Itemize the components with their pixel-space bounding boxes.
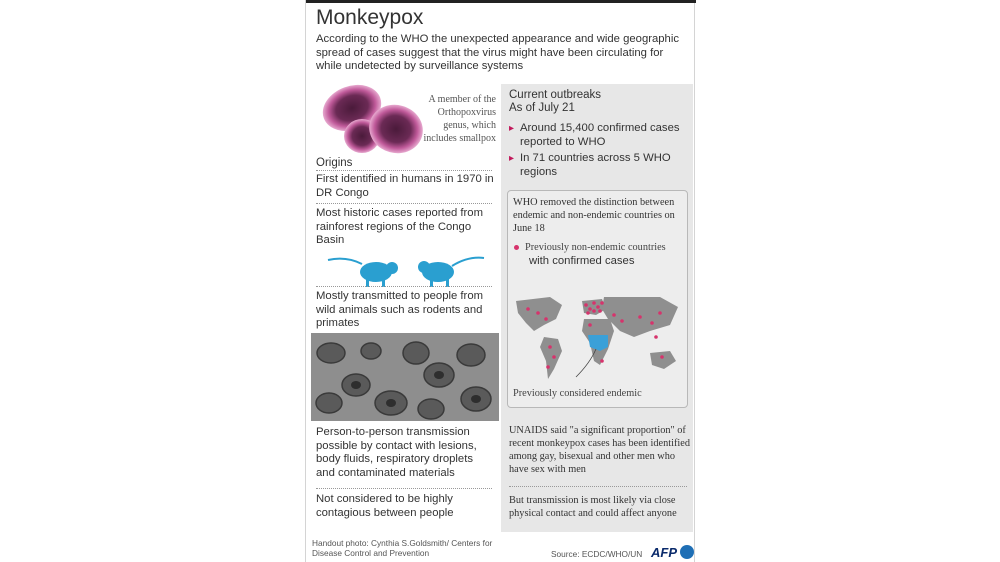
bullet-countries: ▸ In 71 countries across 5 WHO regions bbox=[509, 152, 689, 179]
fact-first-identified: First identified in humans in 1970 in DR Congo bbox=[316, 173, 494, 199]
divider bbox=[509, 486, 687, 487]
unaids-statement: UNAIDS said "a significant proportion" of recent monkeypox cases has been identified among gay, bisexual and other men who have sex with men bbox=[509, 425, 690, 475]
virus-illustration bbox=[314, 82, 432, 158]
legend-label-2: with confirmed cases bbox=[529, 255, 635, 267]
divider bbox=[316, 203, 492, 204]
source-text: Source: ECDC/WHO/UN bbox=[551, 549, 643, 559]
infographic bbox=[305, 0, 695, 562]
outbreaks-panel bbox=[501, 84, 693, 532]
fact-person-to-person: Person-to-person transmission possible by contact with lesions, body fluids, respiratory droplets and contaminated materials bbox=[316, 426, 477, 479]
world-map bbox=[510, 291, 687, 383]
transmission-note: But transmission is most likely via close physical contact and could affect anyone bbox=[509, 495, 677, 519]
top-rule bbox=[306, 0, 696, 3]
virus-caption: A member of the Orthopoxvirus genus, which includes smallpox bbox=[423, 94, 496, 144]
divider bbox=[316, 170, 492, 171]
photo-credit: Handout photo: Cynthia S.Goldsmith/ Centers for Disease Control and Prevention bbox=[312, 538, 493, 558]
who-distinction-text: WHO removed the distinction between endemic and non-endemic countries on June 18 bbox=[513, 197, 675, 234]
intro-text: According to the WHO the unexpected appearance and wide geographic spread of cases suggest that the virus might have been circulating for while undetected by surveillance systems bbox=[316, 33, 679, 72]
divider bbox=[316, 286, 492, 287]
afp-logo-circle-icon bbox=[680, 545, 694, 559]
divider bbox=[316, 488, 492, 489]
bullet-confirmed-cases: ▸ Around 15,400 confirmed cases reported to WHO bbox=[509, 122, 689, 149]
fact-historic-cases: Most historic cases reported from rainforest regions of the Congo Basin bbox=[316, 207, 483, 246]
who-map-box bbox=[507, 190, 688, 408]
outbreaks-heading bbox=[509, 89, 601, 115]
outbreaks-title: Current outbreaks bbox=[509, 89, 602, 101]
rodents-illustration bbox=[326, 252, 486, 290]
legend-label: Previously non-endemic countries bbox=[525, 242, 666, 253]
fact-transmitted-from-animals: Mostly transmitted to people from wild animals such as rodents and primates bbox=[316, 290, 484, 329]
pink-dot-icon bbox=[514, 245, 519, 250]
electron-micrograph bbox=[311, 333, 499, 421]
map-legend bbox=[514, 241, 684, 254]
outbreaks-date: As of July 21 bbox=[509, 102, 575, 114]
fact-not-highly-contagious: Not considered to be highly contagious between people bbox=[316, 493, 454, 519]
origins-heading: Origins bbox=[316, 157, 353, 169]
afp-logo: AFP bbox=[651, 545, 677, 560]
endemic-label: Previously considered endemic bbox=[513, 388, 642, 399]
page-title: Monkeypox bbox=[316, 6, 424, 29]
